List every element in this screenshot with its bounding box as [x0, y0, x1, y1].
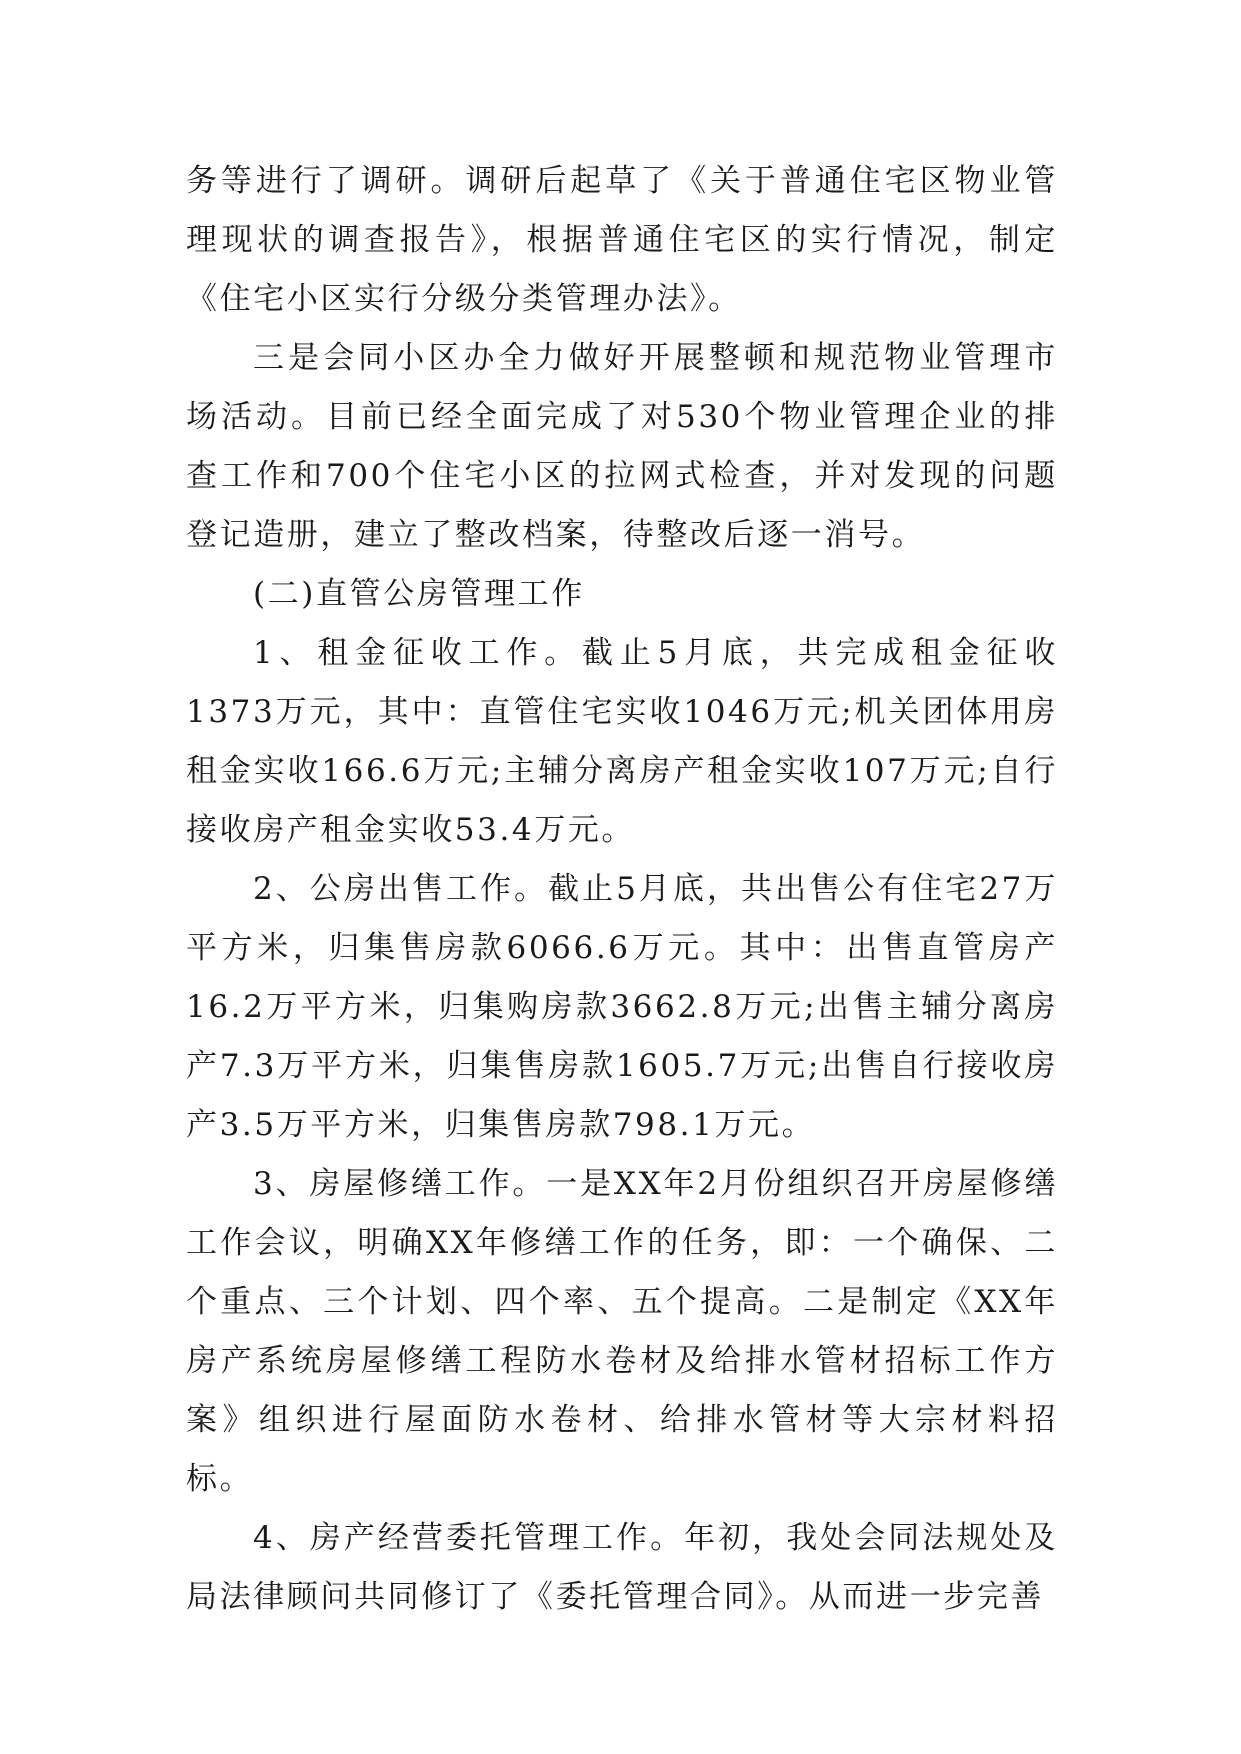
paragraph-housing-repair: 3、房屋修缮工作。一是XX年2月份组织召开房屋修缮工作会议，明确XX年修缮工作的任务，即：一个确保、二个重点、三个计划、四个率、五个提高。二是制定《XX年房产系统房屋修缮工程防水卷材及给排水管材招标工作方案》组织进行屋面防水卷材、给排水管材等大宗材料招标。: [186, 1166, 1058, 1497]
paragraph-rent-collection: 1、租金征收工作。截止5月底，共完成租金征收1373万元，其中：直管住宅实收1046万元;机关团体用房租金实收166.6万元;主辅分离房产租金实收107万元;自行接收房产租金实收53.4万元。: [186, 635, 1058, 848]
paragraph-housing-sales: 2、公房出售工作。截止5月底，共出售公有住宅27万平方米，归集售房款6066.6万元。其中：出售直管房产16.2万平方米，归集购房款3662.8万元;出售主辅分离房产7.3万平方米，归集售房款1605.7万元;出售自行接收房产3.5万平方米，归集售房款798.1万元。: [186, 871, 1058, 1143]
paragraph-market-rectification: 三是会同小区办全力做好开展整顿和规范物业管理市场活动。目前已经全面完成了对530个物业管理企业的排查工作和700个住宅小区的拉网式检查，并对发现的问题登记造册，建立了整改档案，待整改后逐一消号。: [186, 340, 1058, 553]
paragraph-entrusted-management: 4、房产经营委托管理工作。年初，我处会同法规处及局法律顾问共同修订了《委托管理合同》。从而进一步完善: [186, 1520, 1058, 1615]
paragraph-research-continuation: 务等进行了调研。调研后起草了《关于普通住宅区物业管理现状的调查报告》，根据普通住宅区的实行情况，制定《住宅小区实行分级分类管理办法》。: [186, 163, 1058, 317]
section-heading-public-housing: (二)直管公房管理工作: [253, 576, 585, 612]
body-text: [186, 152, 1058, 1627]
